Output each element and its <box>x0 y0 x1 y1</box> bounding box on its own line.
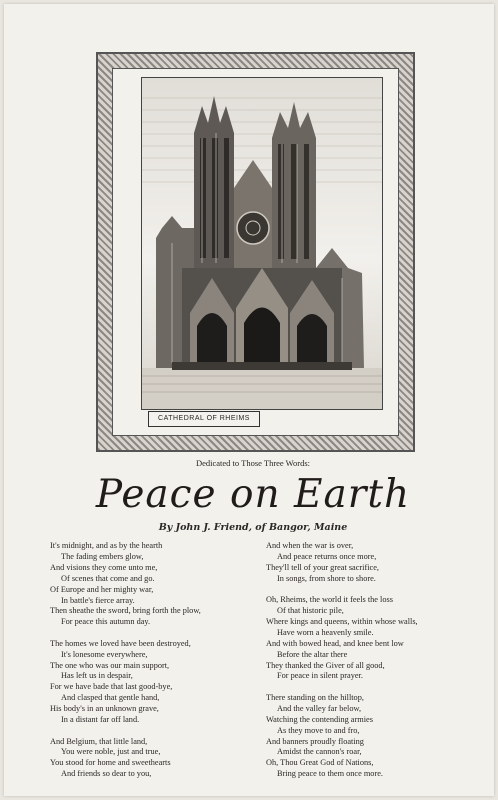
verse-line: For peace in silent prayer. <box>277 671 363 681</box>
ornamental-frame <box>96 52 415 452</box>
verse-line: It's midnight, and as by the hearth <box>50 541 163 550</box>
verse-line: They thanked the Giver of all good, <box>266 660 385 670</box>
stanza <box>50 639 250 726</box>
verse-line: Oh, Rheims, the world it feels the loss <box>266 595 393 605</box>
verse-line: Of scenes that come and go. <box>61 573 155 583</box>
verse-line: And when the war is over, <box>266 541 354 550</box>
broadside-page <box>4 4 494 796</box>
verse-line: And peace returns once more, <box>277 551 377 561</box>
cathedral-illustration <box>141 77 383 410</box>
verse-line: His body's in an unknown grave, <box>50 704 159 714</box>
verse-line: And visions they come unto me, <box>50 562 158 572</box>
illustration-caption: CATHEDRAL OF RHEIMS <box>148 411 260 427</box>
verse-line: And the valley far below, <box>277 703 362 713</box>
verse-line: Bring peace to them once more. <box>277 769 383 779</box>
stanza <box>50 737 250 781</box>
dedication-line: Dedicated to Those Three Words: <box>195 458 311 468</box>
verse-line: Of that historic pile, <box>277 606 344 616</box>
verse-line: Have worn a heavenly smile. <box>277 627 374 637</box>
verse-line: And friends so dear to you, <box>61 769 152 779</box>
poem-byline: By John J. Friend, of Bangor, Maine <box>158 522 348 533</box>
verse-line: Of Europe and her mighty war, <box>50 584 154 594</box>
cathedral-drawing <box>142 78 382 409</box>
verse-line: The fading embers glow, <box>61 551 144 561</box>
stanza <box>50 541 250 628</box>
verse-line: In songs, from shore to shore. <box>277 573 376 583</box>
verse-line: It's lonesome everywhere, <box>61 649 148 659</box>
verse-line: In battle's fierce array. <box>61 595 135 605</box>
verse-line: They'll tell of your great sacrifice, <box>266 562 379 572</box>
stanza <box>266 541 466 585</box>
verse-line: As they move to and fro, <box>277 725 360 735</box>
verse-line: Then sheathe the sword, bring forth the plow, <box>50 606 201 616</box>
poem-column-left <box>50 541 250 791</box>
verse-line: And banners proudly floating <box>266 736 364 746</box>
verse-line: The one who was our main support, <box>50 660 170 670</box>
verse-line: You stood for home and sweethearts <box>50 758 171 768</box>
stanza <box>266 693 466 780</box>
stanza <box>266 595 466 682</box>
verse-line: And Belgium, that little land, <box>50 736 148 746</box>
verse-line: Where kings and queens, within whose walls, <box>266 616 418 626</box>
verse-line: Amidst the cannon's roar, <box>277 747 362 757</box>
poem-column-right <box>266 541 466 791</box>
verse-line: And with bowed head, and knee bent low <box>266 638 404 648</box>
verse-line: Has left us in despair, <box>61 671 133 681</box>
verse-line: The homes we loved have been destroyed, <box>50 638 191 648</box>
verse-line: Watching the contending armies <box>266 714 373 724</box>
verse-line: And clasped that gentle hand, <box>61 693 160 703</box>
verse-line: For we have bade that last good-bye, <box>50 682 173 692</box>
poem-title: Peace on Earth <box>95 472 411 517</box>
verse-line: There standing on the hilltop, <box>266 692 364 702</box>
verse-line: Before the altar there <box>277 649 348 659</box>
verse-line: For peace this autumn day. <box>61 617 151 627</box>
frame-inner-panel <box>112 68 399 436</box>
verse-line: You were noble, just and true, <box>61 747 161 757</box>
verse-line: Oh, Thou Great God of Nations, <box>266 758 374 768</box>
verse-line: In a distant far off land. <box>61 715 140 725</box>
